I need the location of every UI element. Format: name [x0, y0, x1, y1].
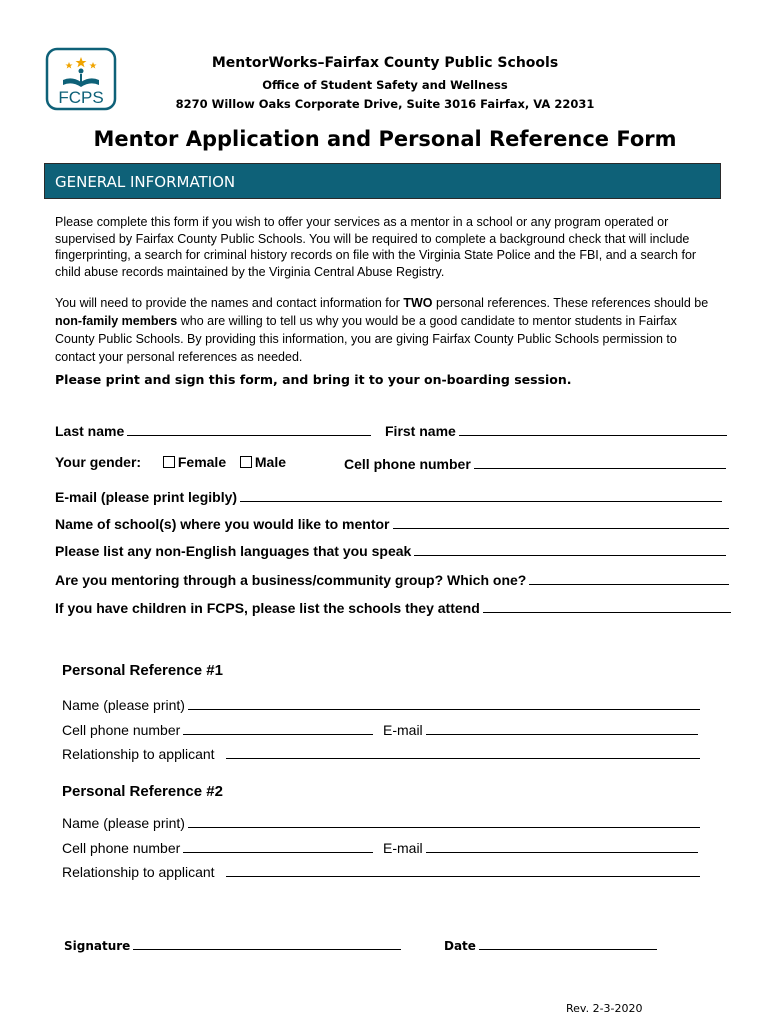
female-checkbox[interactable]: [163, 456, 175, 468]
cell-phone-label: Cell phone number: [344, 456, 471, 472]
office-address: 8270 Willow Oaks Corporate Drive, Suite 3016 Fairfax, VA 22031: [175, 97, 595, 111]
reference-1-email-row: [383, 720, 698, 738]
gender-label: Your gender:: [55, 454, 142, 470]
date-field[interactable]: [479, 937, 657, 950]
intro-text-c: personal references. These references should be: [432, 296, 709, 310]
cell-phone-field[interactable]: [474, 454, 726, 469]
reference-2-name-row: [62, 813, 700, 831]
general-information-banner: GENERAL INFORMATION: [44, 163, 721, 199]
cell-phone-row: [344, 454, 726, 472]
last-name-label: Last name: [55, 423, 125, 439]
print-sign-note: Please print and sign this form, and bring it to your on-boarding session.: [55, 372, 572, 387]
children-field[interactable]: [483, 598, 731, 613]
reference-2-cell-label: Cell phone number: [62, 840, 181, 856]
signature-field[interactable]: [133, 937, 401, 950]
reference-1-name-row: [62, 695, 700, 713]
reference-1-cell-field[interactable]: [183, 720, 373, 735]
reference-1-email-label: E-mail: [383, 722, 423, 738]
first-name-label: First name: [385, 423, 456, 439]
intro-text-e: who are willing to tell us why you would be a good candidate to mentor students in Fairfax County Public Schools. By providing this information, you are giving Fairfax County Public Schools permission to contact your personal references as needed.: [55, 314, 677, 364]
signature-row: [64, 937, 401, 953]
schools-label: Name of school(s) where you would like to mentor: [55, 516, 390, 532]
intro-text-non-family: non-family members: [55, 314, 178, 328]
reference-2-relationship-row: [62, 862, 700, 880]
schools-row: [55, 514, 729, 532]
logo-text: FCPS: [58, 88, 104, 107]
reference-2-name-field[interactable]: [188, 813, 700, 828]
reference-1-cell-label: Cell phone number: [62, 722, 181, 738]
group-label: Are you mentoring through a business/community group? Which one?: [55, 572, 527, 588]
languages-row: [55, 541, 726, 559]
reference-1-name-label: Name (please print): [62, 697, 185, 713]
intro-text-a: You will need to provide the names and contact information for: [55, 296, 404, 310]
date-row: [444, 937, 657, 953]
reference-1-relationship-field[interactable]: [226, 744, 700, 759]
email-field[interactable]: [240, 487, 722, 502]
reference-2-cell-row: [62, 838, 373, 856]
intro-paragraph-1: Please complete this form if you wish to offer your services as a mentor in a school or any program operated or supervised by Fairfax County Public Schools. You will be required to complete a background check that will include fingerprinting, a search for criminal history records on file with the Virginia State Police and the FBI, and a search for child abuse records maintained by the Virginia Central Abuse Registry.: [55, 215, 697, 279]
fcps-logo-graphic: [45, 47, 117, 111]
reference-2-cell-field[interactable]: [183, 838, 373, 853]
first-name-field[interactable]: [459, 421, 727, 436]
reference-2-email-row: [383, 838, 698, 856]
languages-field[interactable]: [414, 541, 726, 556]
email-label: E-mail (please print legibly): [55, 489, 238, 505]
email-row: [55, 487, 722, 505]
schools-field[interactable]: [393, 514, 729, 529]
date-label: Date: [444, 939, 476, 953]
group-row: [55, 570, 729, 588]
fcps-logo: [45, 47, 117, 111]
male-label: Male: [254, 454, 287, 470]
reference-2-relationship-label: Relationship to applicant: [62, 864, 215, 880]
reference-1-email-field[interactable]: [426, 720, 698, 735]
signature-label: Signature: [64, 939, 131, 953]
reference-1-title: Personal Reference #1: [62, 662, 223, 679]
children-row: [55, 598, 731, 616]
reference-2-title: Personal Reference #2: [62, 783, 223, 800]
office-name: Office of Student Safety and Wellness: [262, 78, 508, 92]
first-name-row: [385, 421, 727, 439]
gender-row: [55, 454, 286, 470]
page-title: Mentor Application and Personal Reference Form: [93, 127, 677, 151]
reference-1-name-field[interactable]: [188, 695, 700, 710]
reference-1-cell-row: [62, 720, 373, 738]
org-name: MentorWorks–Fairfax County Public Schools: [211, 55, 559, 71]
reference-1-relationship-row: [62, 744, 700, 762]
male-checkbox[interactable]: [240, 456, 252, 468]
children-label: If you have children in FCPS, please list the schools they attend: [55, 600, 480, 616]
reference-2-relationship-field[interactable]: [226, 862, 700, 877]
reference-1-relationship-label: Relationship to applicant: [62, 746, 215, 762]
revision-note: Rev. 2-3-2020: [566, 1002, 643, 1015]
intro-text-two: TWO: [403, 296, 433, 310]
intro-paragraph-2: [55, 294, 717, 366]
reference-2-email-field[interactable]: [426, 838, 698, 853]
last-name-row: [55, 421, 371, 439]
female-label: Female: [177, 454, 227, 470]
reference-2-name-label: Name (please print): [62, 815, 185, 831]
reference-2-email-label: E-mail: [383, 840, 423, 856]
languages-label: Please list any non-English languages that you speak: [55, 543, 412, 559]
last-name-field[interactable]: [127, 421, 371, 436]
group-field[interactable]: [529, 570, 729, 585]
